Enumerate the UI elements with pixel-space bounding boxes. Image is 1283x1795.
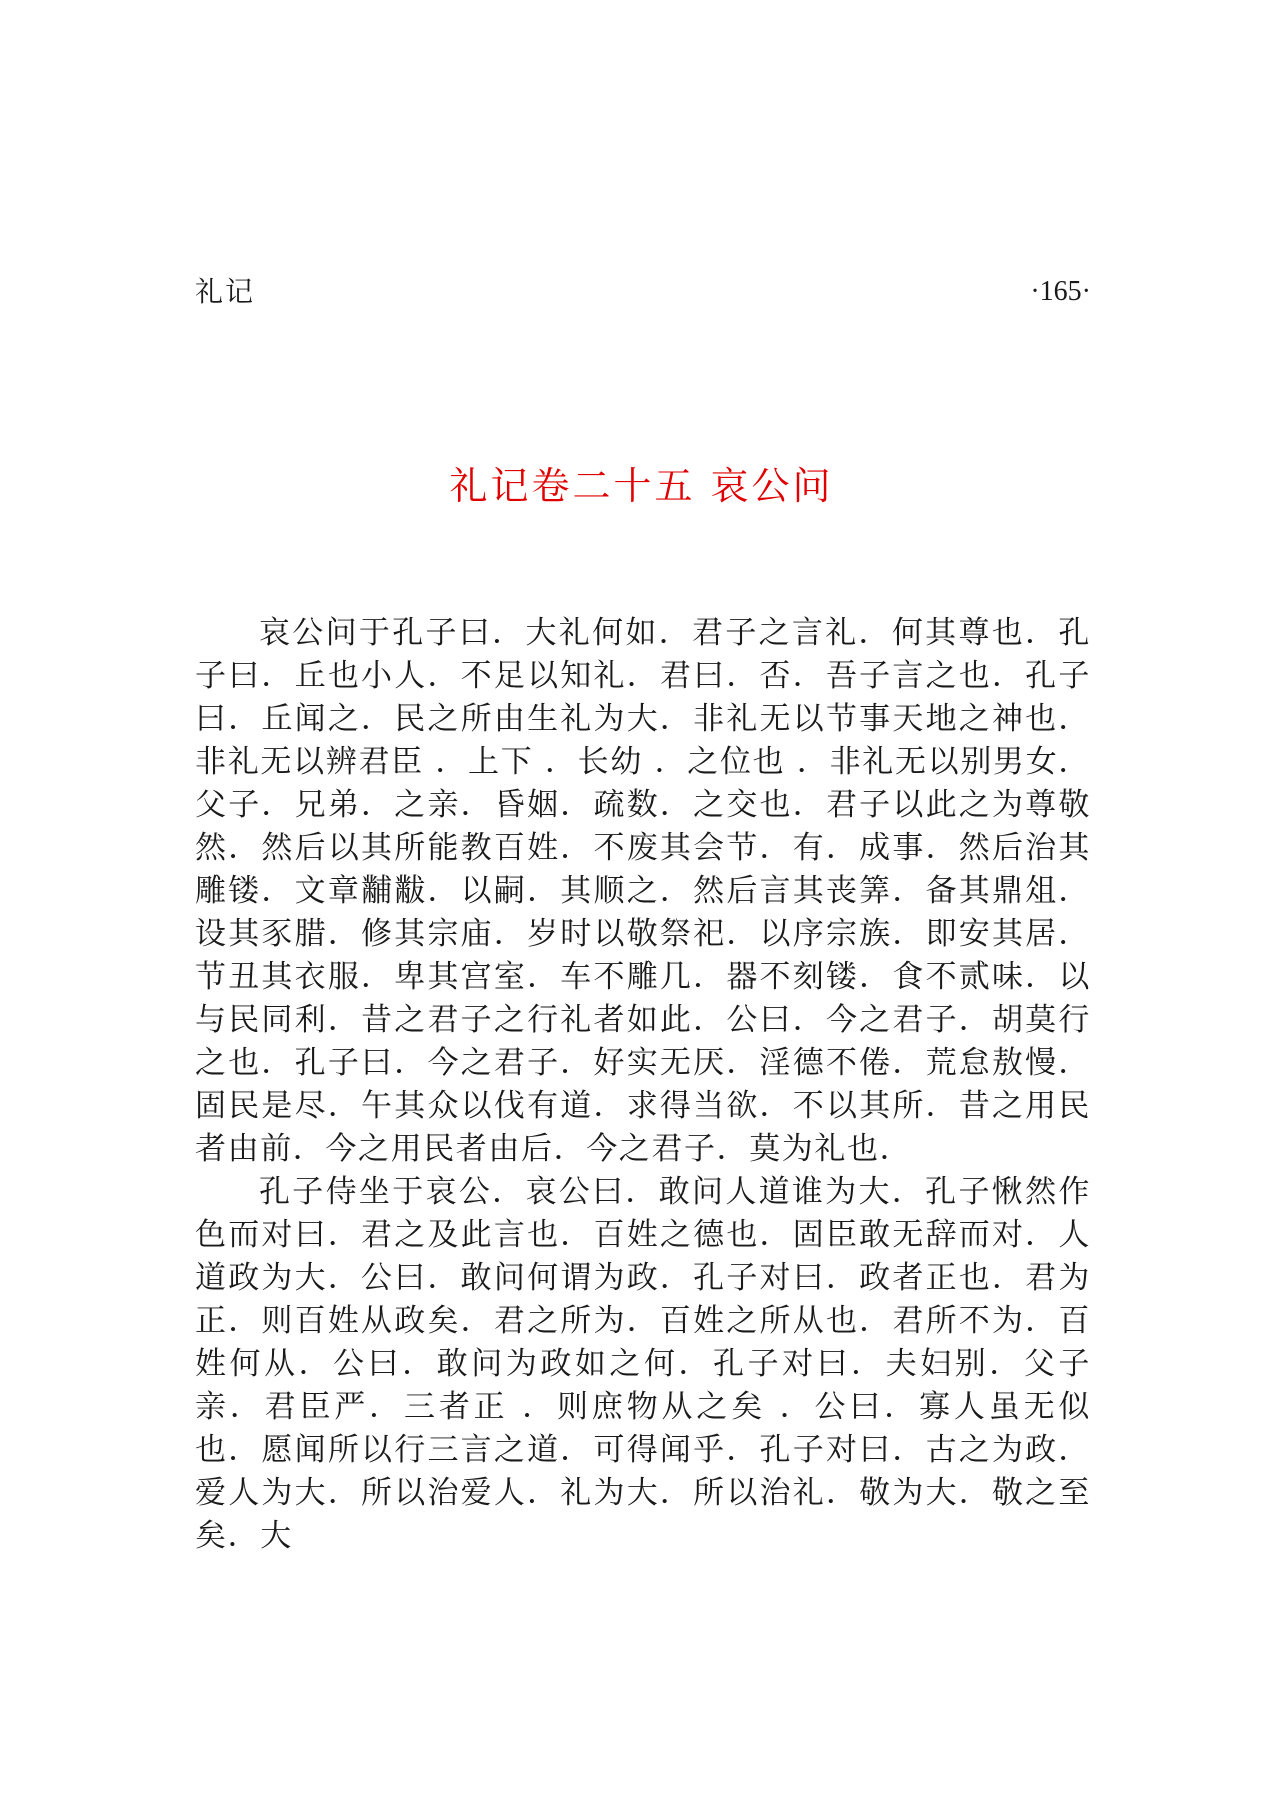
paragraph-1: 哀公问于孔子曰．大礼何如．君子之言礼．何其尊也．孔子曰．丘也小人．不足以知礼．君曰．否．吾子言之也．孔子曰．丘闻之．民之所由生礼为大．非礼无以节事天地之神也．非礼无以辨君臣 ．上下 ．长幼 ．之位也 ．非礼无以别男女．父子．兄弟．之亲．昏姻．疏数．之交也．君子以此之为尊敬然．然后以其所能教百姓．不废其会节．有．成事．然后治其雕镂．文章黼黻．以嗣．其顺之．然后言其丧筭．备其鼎俎．设其豕腊．修其宗庙．岁时以敬祭祀．以序宗族．即安其居．节丑其衣服．卑其宫室．车不雕几．器不刻镂．食不贰味．以与民同利．昔之君子之行礼者如此．公曰．今之君子．胡莫行之也．孔子曰．今之君子．好实无厌．淫德不倦．荒怠敖慢．固民是尽．午其众以伐有道．求得当欲．不以其所．昔之用民者由前．今之用民者由后．今之君子．莫为礼也． <box>195 615 1091 1167</box>
running-head <box>195 272 1091 312</box>
chapter-title: 礼记卷二十五 哀公问 <box>449 464 834 508</box>
body-text <box>195 612 1091 1558</box>
running-title: 礼记 <box>195 275 256 308</box>
paragraph-2: 孔子侍坐于哀公．哀公曰．敢问人道谁为大．孔子愀然作色而对曰．君之及此言也．百姓之德也．固臣敢无辞而对．人道政为大．公曰．敢问何谓为政．孔子对曰．政者正也．君为正．则百姓从政矣．君之所为．百姓之所从也．君所不为．百姓何从．公曰．敢问为政如之何．孔子对曰．夫妇别．父子亲．君臣严．三者正 ．则庶物从之矣 ．公曰．寡人虽无似也．愿闻所以行三言之道．可得闻乎．孔子对曰．古之为政．爱人为大．所以治爱人．礼为大．所以治礼．敬为大．敬之至矣．大 <box>195 1174 1091 1554</box>
page-number: ·165· <box>1030 276 1091 307</box>
